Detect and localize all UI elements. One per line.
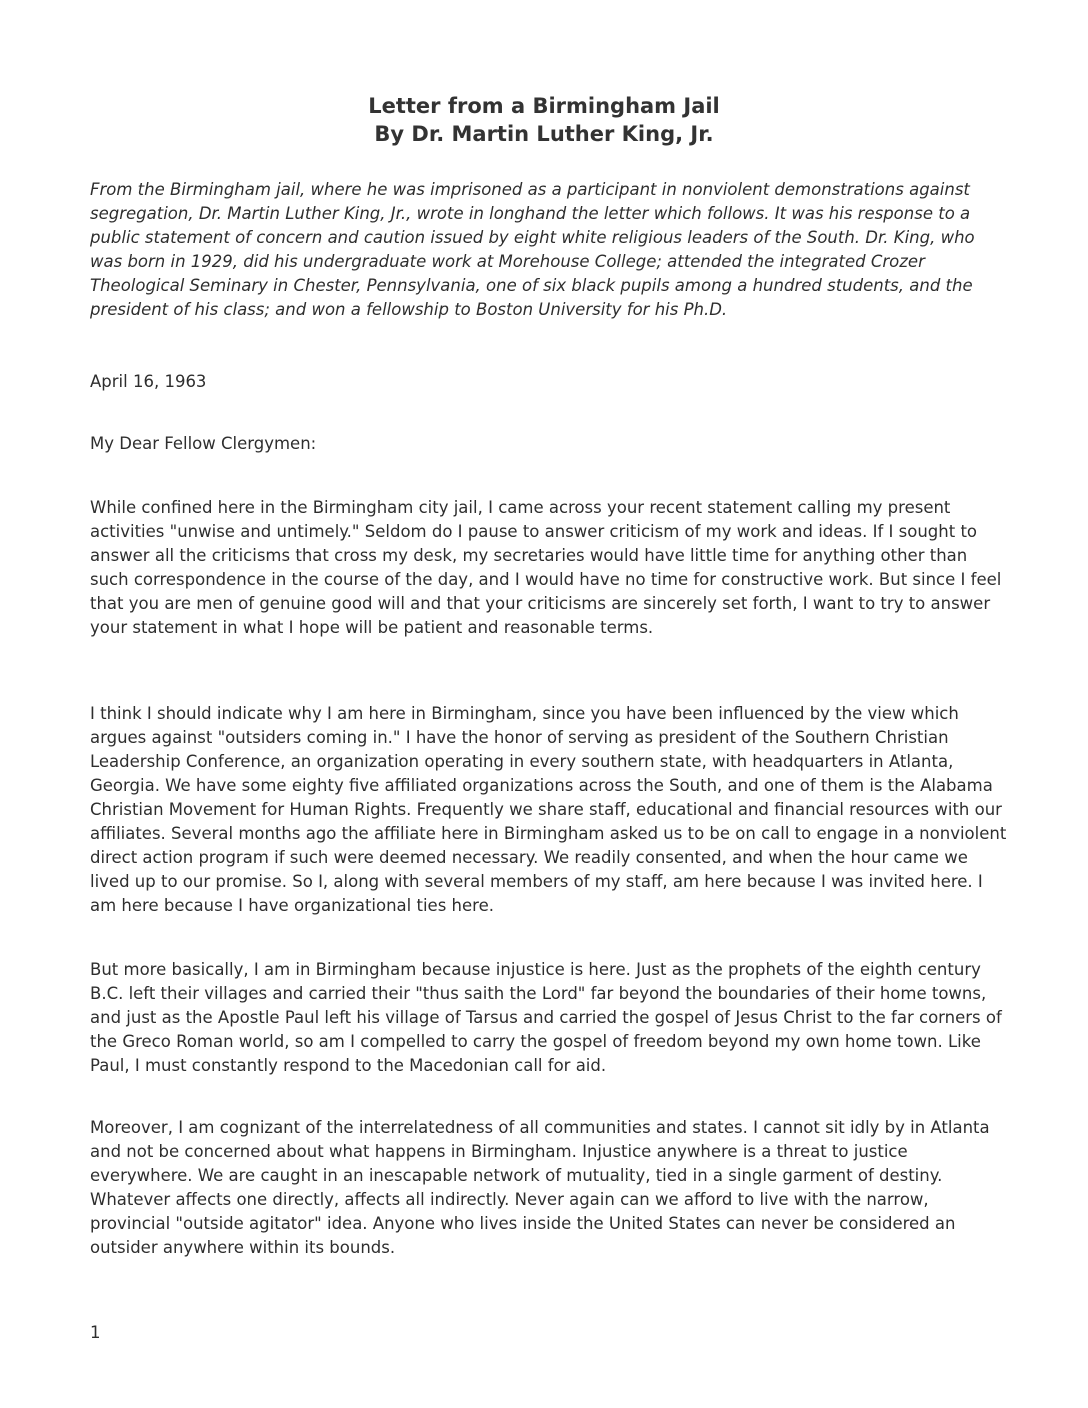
- letter-date: April 16, 1963: [90, 372, 207, 391]
- body-paragraph: While confined here in the Birmingham city jail, I came across your recent statement calling my present activities "unwise and untimely." Seldom do I pause to answer criticism of my work and ideas. If I sought to answer all the criticisms that cross my desk, my secretaries would have little time for anything other than such correspondence in the course of the day, and I would have no time for constructive work. But since I feel that you are men of genuine good will and that your criticisms are sincerely set forth, I want to try to answer your statement in what I hope will be patient and reasonable terms.: [90, 498, 1002, 637]
- document-body: [90, 178, 1010, 1257]
- document-byline: By Dr. Martin Luther King, Jr.: [374, 122, 714, 146]
- intro-paragraph: From the Birmingham jail, where he was imprisoned as a participant in nonviolent demonstrations against segregation, Dr. Martin Luther King, Jr., wrote in longhand the letter which follows. It was his response to a public statement of concern and caution issued by eight white religious leaders of the South. Dr. King, who was born in 1929, did his undergraduate work at Morehouse College; attended the integrated Crozer Theological Seminary in Chester, Pennsylvania, one of six black pupils among a hundred students, and the president of his class; and won a fellowship to Boston University for his Ph.D.: [90, 180, 975, 319]
- body-paragraph: I think I should indicate why I am here in Birmingham, since you have been influenced by the view which argues against "outsiders coming in." I have the honor of serving as president of the Southern Christian Leadership Conference, an organization operating in every southern state, with headquarters in Atlanta, Georgia. We have some eighty five affiliated organizations across the South, and one of them is the Alabama Christian Movement for Human Rights. Frequently we share staff, educational and financial resources with our affiliates. Several months ago the affiliate here in Birmingham asked us to be on call to engage in a nonviolent direct action program if such were deemed necessary. We readily consented, and when the hour came we lived up to our promise. So I, along with several members of my staff, am here because I was invited here. I am here because I have organizational ties here.: [90, 704, 1007, 915]
- page-number: 1: [90, 1323, 101, 1342]
- body-paragraph: Moreover, I am cognizant of the interrelatedness of all communities and states. I cannot sit idly by in Atlanta and not be concerned about what happens in Birmingham. Injustice anywhere is a threat to justice everywhere. We are caught in an inescapable network of mutuality, tied in a single garment of destiny. Whatever affects one directly, affects all indirectly. Never again can we afford to live with the narrow, provincial "outside agitator" idea. Anyone who lives inside the United States can never be considered an outsider anywhere within its bounds.: [90, 1118, 990, 1257]
- document-title: Letter from a Birmingham Jail: [368, 94, 720, 118]
- letter-salutation: My Dear Fellow Clergymen:: [90, 434, 317, 453]
- body-paragraph: But more basically, I am in Birmingham because injustice is here. Just as the prophets of the eighth century B.C. left their villages and carried their "thus saith the Lord" far beyond the boundaries of their home towns, and just as the Apostle Paul left his village of Tarsus and carried the gospel of Jesus Christ to the far corners of the Greco Roman world, so am I compelled to carry the gospel of freedom beyond my own home town. Like Paul, I must constantly respond to the Macedonian call for aid.: [90, 960, 1002, 1075]
- title-block: [0, 92, 1088, 148]
